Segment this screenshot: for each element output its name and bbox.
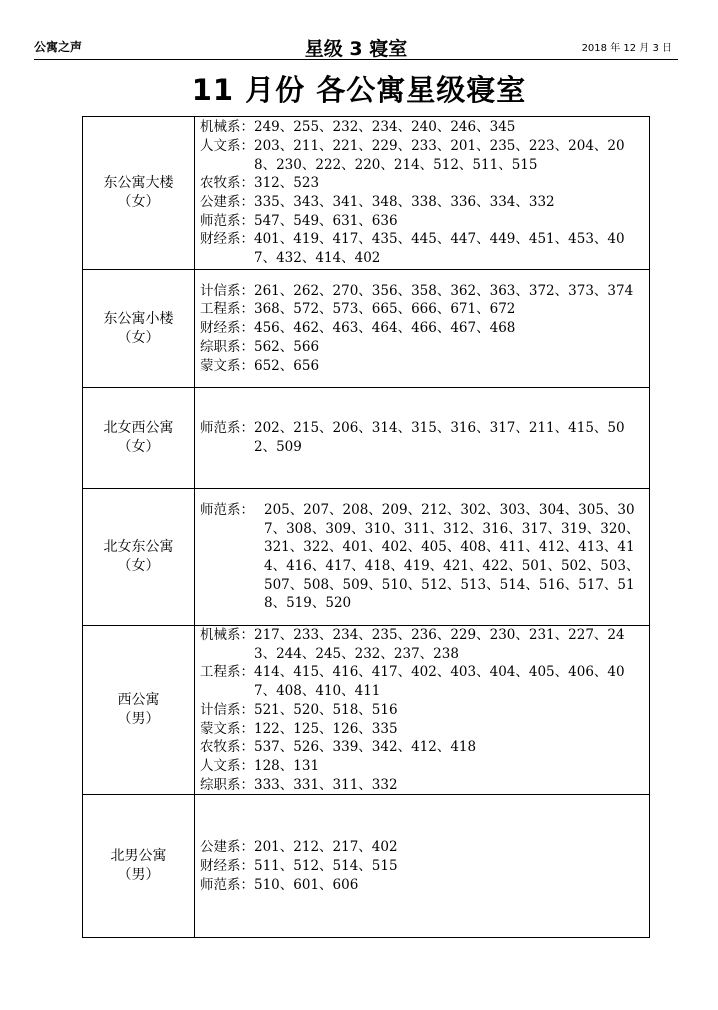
room-numbers: 128、131 [254, 757, 320, 774]
department-label: 人文系： [200, 137, 254, 154]
building-gender: （女） [117, 558, 160, 574]
department-entry [200, 137, 643, 174]
department-label: 公建系： [200, 839, 254, 856]
building-row [83, 489, 650, 626]
department-label: 师范系： [200, 420, 254, 437]
department-label: 蒙文系： [200, 357, 254, 374]
room-numbers: 401、419、417、435、445、447、449、451、453、407、432、414、402 [254, 231, 625, 267]
department-entry [200, 738, 643, 757]
header-date: 2018 年 12 月 3 日 [581, 43, 672, 54]
department-label: 计信系： [200, 282, 254, 299]
department-label: 师范系： [200, 876, 254, 893]
department-entry [200, 282, 643, 301]
room-numbers: 414、415、416、417、402、403、404、405、406、407、408、410、411 [254, 664, 625, 700]
building-cell [83, 270, 195, 388]
publication-name: 公寓之声 [34, 40, 83, 54]
building-name: 北女东公寓 [103, 539, 174, 555]
department-entry [200, 757, 643, 776]
room-numbers: 249、255、232、234、240、246、345 [254, 119, 516, 136]
room-numbers: 537、526、339、342、412、418 [254, 739, 477, 756]
building-row [83, 270, 650, 388]
room-numbers: 202、215、206、314、315、316、317、211、415、502、509 [254, 420, 625, 455]
building-gender: （女） [117, 439, 160, 455]
department-entry [200, 212, 643, 231]
building-gender: （男） [117, 711, 160, 728]
page-title: 11 月份 各公寓星级寝室 [191, 73, 527, 107]
room-numbers: 456、462、463、464、466、467、468 [254, 320, 516, 337]
department-label: 工程系： [200, 664, 254, 681]
department-entry [200, 857, 643, 876]
department-entry [200, 193, 643, 212]
department-entry [200, 626, 643, 663]
building-row [83, 388, 650, 489]
building-name: 东公寓大楼 [103, 175, 174, 191]
department-label: 农牧系： [200, 739, 254, 756]
department-list-cell [195, 795, 650, 938]
department-list-cell [195, 117, 650, 270]
room-numbers: 510、601、606 [254, 876, 359, 893]
building-cell [83, 117, 195, 270]
dormitory-table [82, 116, 650, 938]
department-label: 农牧系： [200, 175, 254, 192]
dormitory-table-body [83, 117, 650, 938]
room-numbers: 203、211、221、229、233、201、235、223、204、208、230、222、220、214、512、511、515 [254, 137, 625, 173]
department-entry [200, 118, 643, 137]
room-numbers: 312、523 [254, 175, 320, 192]
department-label: 公建系： [200, 194, 254, 210]
building-name: 西公寓 [117, 692, 160, 709]
department-list-cell [195, 489, 650, 626]
header-section-title: 星级 3 寝室 [304, 38, 408, 60]
room-numbers: 201、212、217、402 [254, 839, 398, 856]
department-entry [200, 501, 643, 613]
building-gender: （女） [117, 194, 160, 210]
department-entry [200, 338, 643, 357]
building-cell [83, 626, 195, 795]
room-numbers: 511、512、514、515 [254, 857, 398, 874]
department-label: 计信系： [200, 701, 254, 718]
room-numbers: 261、262、270、356、358、362、363、372、373、374 [254, 282, 634, 299]
room-numbers: 335、343、341、348、338、336、334、332 [254, 194, 555, 210]
department-label: 机械系： [200, 627, 254, 643]
room-numbers: 652、656 [254, 357, 320, 374]
room-numbers: 521、520、518、516 [254, 701, 398, 718]
department-label: 蒙文系： [200, 720, 254, 737]
department-label: 师范系： [200, 501, 254, 518]
building-cell [83, 388, 195, 489]
department-entry [200, 776, 643, 795]
page-header [34, 34, 678, 58]
department-list-cell [195, 626, 650, 795]
department-entry [200, 174, 643, 193]
department-list-cell [195, 270, 650, 388]
room-numbers: 562、566 [254, 338, 320, 355]
department-entry [200, 838, 643, 857]
department-label: 综职系： [200, 776, 254, 793]
building-cell [83, 489, 195, 626]
building-row [83, 117, 650, 270]
department-entry [200, 230, 643, 267]
building-gender: （男） [117, 867, 160, 884]
department-label: 机械系： [200, 119, 254, 136]
building-name: 北男公寓 [110, 848, 167, 865]
building-cell [83, 795, 195, 938]
room-numbers: 217、233、234、235、236、229、230、231、227、243、244、245、232、237、238 [254, 627, 625, 662]
building-row [83, 795, 650, 938]
building-gender: （女） [117, 329, 160, 346]
header-divider [34, 59, 678, 60]
department-entry [200, 357, 643, 376]
department-entry [200, 300, 643, 319]
department-entry [200, 419, 643, 456]
room-numbers: 333、331、311、332 [254, 776, 398, 793]
label-spacer [254, 501, 264, 613]
building-name: 北女西公寓 [103, 420, 174, 436]
department-label: 人文系： [200, 757, 254, 774]
room-numbers: 368、572、573、665、666、671、672 [254, 301, 516, 318]
department-entry [200, 720, 643, 739]
department-entry [200, 876, 643, 895]
department-list-cell [195, 388, 650, 489]
department-label: 财经系： [200, 857, 254, 874]
department-entry [200, 701, 643, 720]
building-row [83, 626, 650, 795]
department-label: 财经系： [200, 231, 254, 248]
department-label: 财经系： [200, 320, 254, 337]
department-label: 工程系： [200, 301, 254, 318]
room-numbers: 205、207、208、209、212、302、303、304、305、307、308、309、310、311、312、316、317、319、320、321、322、401、402、405、408、411、412、413、414、416、417、418、419、421、422、501、502、503、507、508、509、510、512、513、514、516、517、518、519、520 [264, 501, 640, 612]
room-numbers: 547、549、631、636 [254, 212, 398, 229]
department-label: 师范系： [200, 212, 254, 229]
department-entry [200, 319, 643, 338]
department-label: 综职系： [200, 338, 254, 355]
building-name: 东公寓小楼 [103, 310, 174, 327]
department-entry [200, 663, 643, 700]
room-numbers: 122、125、126、335 [254, 720, 398, 737]
